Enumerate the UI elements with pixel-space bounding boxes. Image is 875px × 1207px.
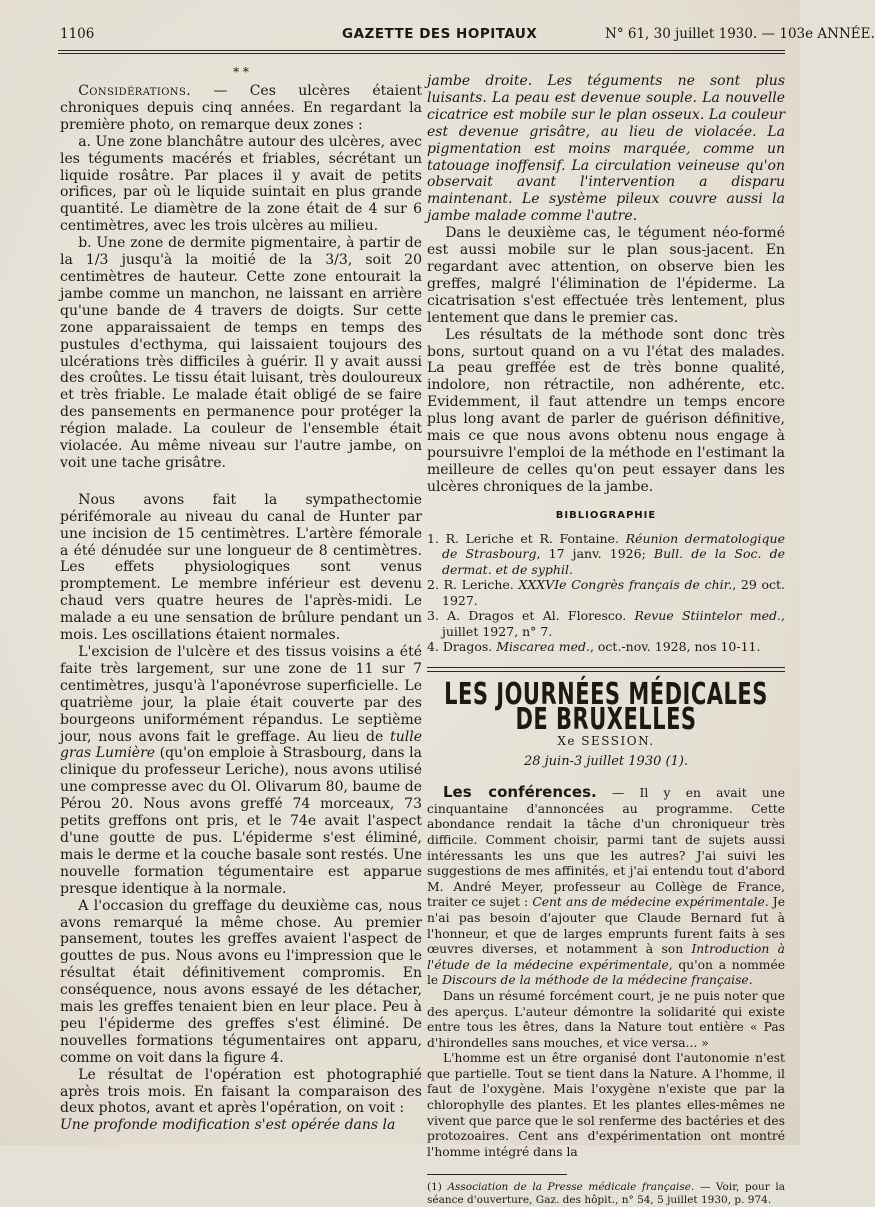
bibliography-list [427,531,785,655]
right-column [427,73,785,1207]
article-banner: LES JOURNÉES MÉDICALES DE BRUXELLES [444,676,768,736]
continuation-paragraph: jambe droite. Les téguments ne sont plus luisants. La peau est devenue souple. La nouvelle cicatrice est mobile sur le plan osseux. La couleur est devenue grisâtre, au lieu de violacée. La pigmentation est moins marquée, comme un tatouage inoffensif. La circulation veineuse qu'on observait avant l'intervention a disparu maintenant. Le système pileux couvre aussi la jambe malade comme l'autre. [427,73,785,225]
considerations-lead: Considérations. [78,83,192,99]
issue-info: N° 61, 30 juillet 1930. — 103e ANNÉE. [605,26,875,42]
conferences-article [427,785,785,1160]
second-case-paragraph: A l'occasion du greffage du deuxième cas, nous avons remarqué la même chose. Au premier pansement, toutes les greffes avaient l'aspect de gouttes de pus. Nous avons eu l'impression que le résultat était définitivement compromis. En conséquence, nous avons essayé de les détacher, mais les greffes tenaient bien en leur place. Peu à peu l'épiderme des greffes s'est éliminé. De nouvelles formations tégumentaires ont apparu, comme on voit dans la figure 4. [60,897,422,1066]
considerations-paragraph: Considérations. — Ces ulcères étaient chroniques depuis cinq années. En regardant la première photo, on remarque deux zones : [60,83,422,133]
sympathectomy-paragraph: Nous avons fait la sympathectomie périfémorale au niveau du canal de Hunter par une incision de 15 centimètres. L'artère fémorale a été dénudée sur une longueur de 8 centimètres. Les effets physiologiques sont venus promptement. Le membre inférieur est devenu chaud vers quatre heures de l'après-midi. Le malade a eu une sensation de brûlure pendant un mois. Les oscillations étaient normales. [60,491,422,644]
session-label: Xe SESSION. [557,734,655,749]
running-header [60,26,875,48]
bibliography-title: BIBLIOGRAPHIE [555,509,657,521]
header-rule [58,50,785,51]
journal-title: GAZETTE DES HOPITAUX [342,26,538,42]
left-column [60,67,422,1134]
session-dates: 28 juin-3 juillet 1930 (1). [523,754,689,770]
bibliography-item: 4. Dragos. Miscarea med., oct.-nov. 1928, nos 10-11. [427,639,761,655]
conferences-paragraph: Les conférences. — Il y en avait une cinquantaine d'annoncées au programme. Cette abondance rendait la tâche d'un chroniqueur très difficile. Comment choisir, parmi tant de sujets aussi intéressants les uns que les autres? J'ai suivi les suggestions de mes affinités, et j'ai entendu tout d'abord M. André Meyer, professeur au Collège de France, traiter ce sujet : Cent ans de médecine expérimentale. Je n'ai pas besoin d'ajouter que Claude Bernard fut à l'honneur, et que de larges emprunts furent faits à ses œuvres diverses, et notamment à son Introduction à l'étude de la médecine expérimentale, qu'on a nommée le Discours de la méthode de la médecine française. [427,783,786,988]
zone-a-paragraph: a. Une zone blanchâtre autour des ulcères, avec les téguments macérés et friables, sécrétant un liquide rosâtre. Par places il y avait de petits orifices, par où le liquide suintait en plus grande quantité. Le diamètre de la zone était de 4 sur 6 centimètres, avec les trois ulcères au milieu. [60,133,422,235]
bibliography-item: 1. R. Leriche et R. Fontaine. Réunion dermatologique de Strasbourg, 17 janv. 1926; Bull. de la Soc. de dermat. et de syphil. [427,530,785,577]
footnote-rule [427,1174,567,1175]
bibliography-item: 3. A. Dragos et Al. Floresco. Revue Stiintelor med., juillet 1927, n° 7. [427,608,785,639]
excision-paragraph: L'excision de l'ulcère et des tissus voisins a été faite très largement, sur une zone de 11 sur 7 centimètres, jusqu'à l'aponévrose superficielle. Le quatrième jour, la plaie était couverte par des bourgeons uniformément répandus. Le septième jour, nous avons fait le greffage. Au lieu de tulle gras Lumière (qu'on emploie à Strasbourg, dans la clinique du professeur Leriche), nous avons utilisé une compresse avec du Ol. Olivarum 80, baume de Pérou 20. Nous avons greffé 74 morceaux, 73 petits greffons ont pris, et le 74e avait l'aspect d'une goutte de pus. L'épiderme s'est éliminé, mais le derme et la couche basale sont restés. Une nouvelle formation tégumentaire est apparue presque identique à la normale. [60,644,422,897]
page-number: 1106 [60,26,95,42]
section-divider [427,667,785,672]
paragraph-gap [60,472,422,492]
conclusion-paragraph: Les résultats de la méthode sont donc très bons, surtout quand on a vu l'état des malades. La peau greffée est de très bonne qualité, indolore, non rétractile, non adhérente, etc. Evidemment, il faut attendre un temps encore plus long avant de parler de guérison définitive, mais ce que nous avons obtenu nous engage à poursuivre l'emploi de la méthode en l'estimant la meilleure de celles qu'on peut essayer dans les ulcères chroniques de la jambe. [427,326,785,495]
autonomy-paragraph: L'homme est un être organisé dont l'autonomie n'est que partielle. Tout se tient dans la Nature. A l'homme, il faut de l'oxygène. Mais l'oxygène n'existe que par la chlorophylle des plantes. Et les plantes elles-mêmes ne vivent que parce que le sol renferme des bactéries et des protozoaires. Cent ans d'expérimentation ont montré l'homme intégré dans la [427,1051,785,1159]
bibliography-item: 2. R. Leriche. XXXVIe Congrès français de chir., 29 oct. 1927. [427,577,785,608]
zone-b-paragraph: b. Une zone de dermite pigmentaire, à partir de la 1/3 jusqu'à la moitié de la 3/3, soit 20 centimètres de hauteur. Cette zone entourait la jambe comme un manchon, ne laissant en arrière qu'une bande de 4 travers de doigts. Sur cette zone apparaissaient de temps en temps des pustules d'ecthyma, qui laissaient toujours des ulcérations très difficiles à guérir. Il y avait aussi des croûtes. Le tissu était luisant, très douloureux et très friable. Le malade était obligé de se faire des pansements en permanence pour protéger la région malade. La couleur de l'ensemble était violacée. Au même niveau sur l'autre jambe, on voit une tache grisâtre. [60,235,422,471]
result-paragraph: Le résultat de l'opération est photographié après trois mois. En faisant la comparaison des deux photos, avant et après l'opération, on voit : Une profonde modification s'est opérée dans la [60,1066,422,1134]
footnote: (1) Association de la Presse médicale française. — Voir, pour la séance d'ouverture, Gaz. des hôpit., n° 54, 5 juillet 1930, p. 974. [427,1181,785,1207]
section-stars: * * [233,65,249,79]
conferences-lead: Les conférences. [442,783,597,802]
header-rule-2 [58,53,785,54]
summary-paragraph: Dans un résumé forcément court, je ne puis noter que des aperçus. L'auteur démontre la solidarité qui existe entre tous les êtres, dans la Nature tout entière « Pas d'hirondelles sans mouches, et vice versa... » [427,988,785,1050]
second-case-right-paragraph: Dans le deuxième cas, le tégument néo-formé est aussi mobile sur le plan sous-jacent. En regardant avec attention, on observe bien les greffes, malgré l'élimination de l'épiderme. La cicatrisation s'est effectuée très lentement, plus lentement que dans le premier cas. [427,225,785,326]
